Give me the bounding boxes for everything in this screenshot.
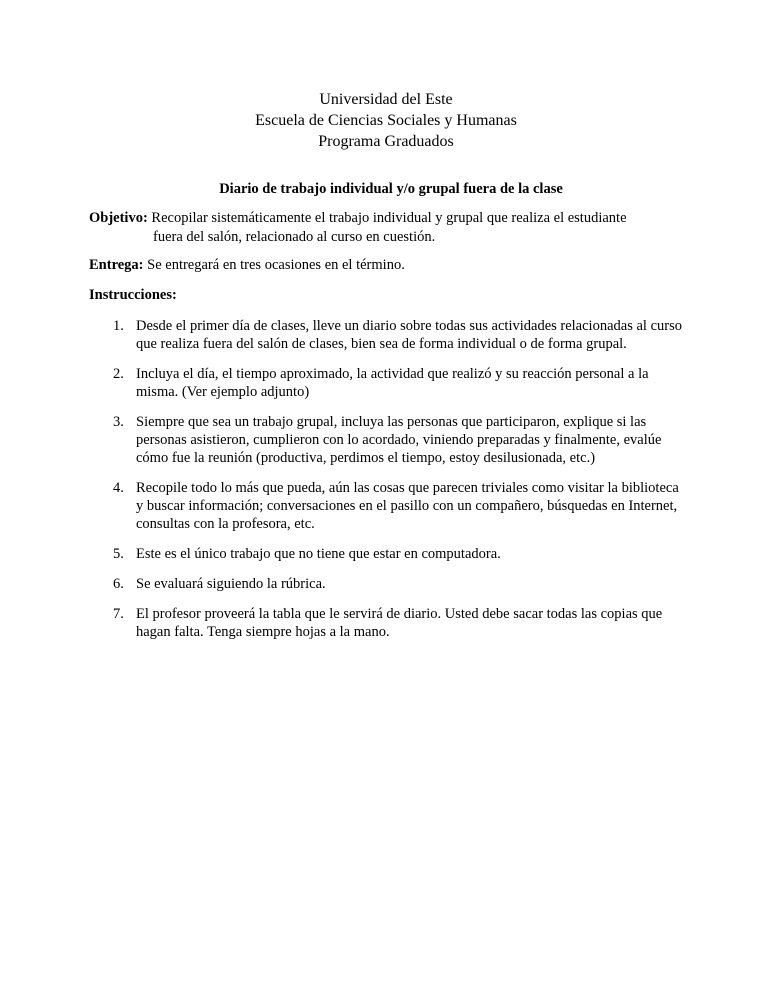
objective-text-line1: Recopilar sistemáticamente el trabajo individual y grupal que realiza el estudiante	[151, 210, 627, 226]
instructions-section	[89, 286, 689, 305]
objective-section	[89, 209, 689, 247]
instructions-list	[113, 317, 683, 653]
program-name: Programa Graduados	[318, 133, 454, 150]
list-item-text: Se evaluará siguiendo la rúbrica.	[136, 576, 326, 592]
delivery-text: Se entregará en tres ocasiones en el término.	[147, 257, 405, 273]
list-item	[113, 575, 683, 593]
list-item-text: Siempre que sea un trabajo grupal, incluya las personas que participaron, explique si las personas asistieron, cumplieron con lo acordado, viniendo preparadas y finalmente, evalúe cómo fue la reunión (productiva, perdimos el tiempo, estoy desilusionada, etc.)	[136, 414, 662, 466]
delivery-label: Entrega:	[89, 257, 144, 273]
objective-label: Objetivo:	[89, 210, 148, 226]
delivery-section	[89, 256, 689, 275]
list-item-text: Incluya el día, el tiempo aproximado, la actividad que realizó y su reacción personal a la misma. (Ver ejemplo adjunto)	[136, 366, 649, 400]
objective-text-line2: fuera del salón, relacionado al curso en cuestión.	[153, 229, 436, 245]
list-item-number: 2.	[113, 366, 124, 382]
list-item-text: Recopile todo lo más que pueda, aún las cosas que parecen triviales como visitar la biblioteca y buscar información; conversaciones en el pasillo con un compañero, búsquedas en Internet, consultas con la profesora, etc.	[136, 480, 679, 532]
university-name: Universidad del Este	[319, 91, 453, 108]
list-item-number: 5.	[113, 546, 124, 562]
instructions-label: Instrucciones:	[89, 287, 177, 303]
list-item	[113, 605, 683, 641]
document-header	[0, 89, 768, 152]
list-item-number: 3.	[113, 414, 124, 430]
list-item-text: Desde el primer día de clases, lleve un diario sobre todas sus actividades relacionadas al curso que realiza fuera del salón de clases, bien sea de forma individual o de forma grupal.	[136, 318, 682, 352]
list-item-number: 4.	[113, 480, 124, 496]
list-item-text: Este es el único trabajo que no tiene que estar en computadora.	[136, 546, 501, 562]
list-item-number: 1.	[113, 318, 124, 334]
school-name: Escuela de Ciencias Sociales y Humanas	[255, 112, 517, 129]
list-item	[113, 413, 683, 467]
list-item-number: 6.	[113, 576, 124, 592]
list-item	[113, 479, 683, 533]
list-item-number: 7.	[113, 606, 124, 622]
list-item	[113, 545, 683, 563]
list-item-text: El profesor proveerá la tabla que le servirá de diario. Usted debe sacar todas las copias que hagan falta. Tenga siempre hojas a la mano.	[136, 606, 663, 640]
list-item	[113, 317, 683, 353]
document-title: Diario de trabajo individual y/o grupal fuera de la clase	[219, 181, 563, 197]
list-item	[113, 365, 683, 401]
